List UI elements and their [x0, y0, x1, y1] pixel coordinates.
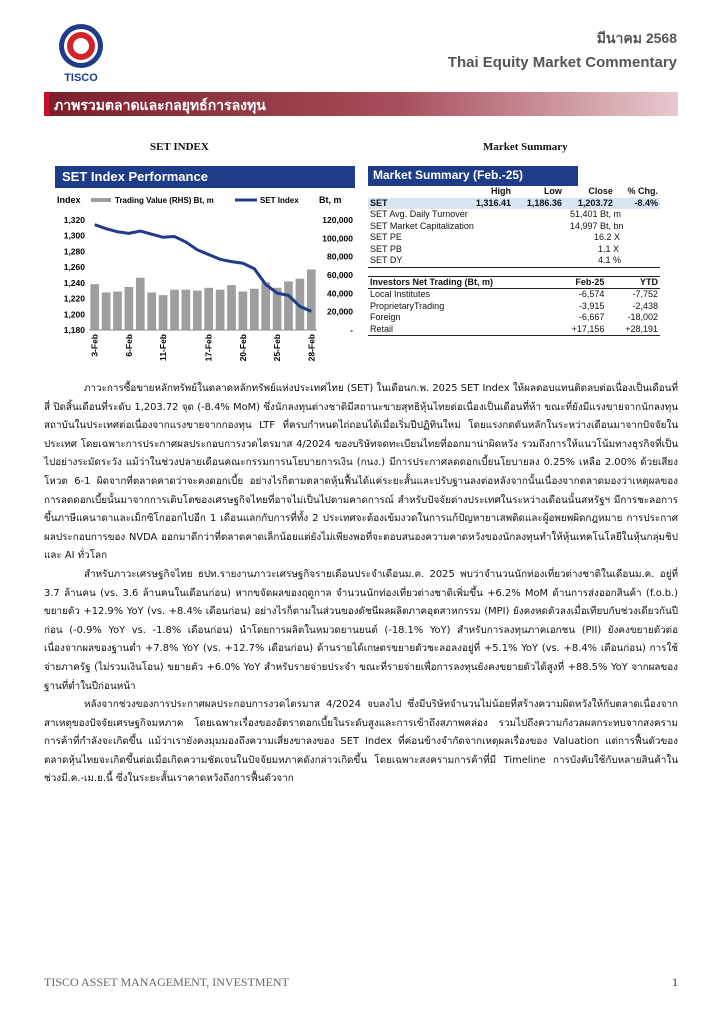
- left-tick-label: 1,260: [63, 262, 85, 273]
- set-index-chart: [55, 166, 355, 366]
- set-row: [368, 198, 660, 210]
- right-tick-label: 100,000: [322, 233, 353, 244]
- right-tick-label: 40,000: [327, 288, 353, 299]
- paragraph-outlook: หลังจากช่วงของการประกาศผลประกอบการงวดไตรมาส 4/2024 จบลงไป ซึ่งมีบริษัทจำนวนไม่น้อยที่สร้างความผิดหวังให้กับตลาดเนื่องจากสาเหตุของปัจจัยเศรษฐกิจมหภาค โดยเฉพาะเรื่องของอัตราดอกเบี้ยในระดับสูงและการเข้าถึงสภาพคล่อง รวมไปถึงความกังวลผลกระทบจากสงครามการค้าที่กำลังจะเกิดขึ้น แม้ว่าเรายังคงมุมมองถึงความเสี่ยงขาลงของ SET Index ที่ค่อนข้างจำกัดจากเหตุผลเรื่องของ Valuation แต่การฟื้นตัวของตลาดหุ้นไทยจะเกิดขึ้นต่อเมื่อเกิดความชัดเจนในปัจจัยมหภาคดังกล่าวเกิดขึ้น โดยเฉพาะสงครามการค้าที่มี Timeline การบังคับใช้กับหลายสินค้าในช่วงมี.ค.-เม.ย.นี้ ซึ่งในระยะสั้นเราคาดหวังถึงการฟื้นตัวจาก: [44, 699, 678, 785]
- report-title: Thai Equity Market Commentary: [447, 54, 677, 71]
- legend-line-label: SET Index: [260, 196, 299, 205]
- summary-header-cell: % Chg.: [627, 186, 658, 196]
- summary-row: [368, 255, 660, 267]
- chart-title: SET Index Performance: [62, 169, 208, 184]
- summary-caption: Market Summary: [483, 141, 568, 153]
- summary-value: 16.2 X: [593, 232, 620, 242]
- summary-header-row: [368, 186, 660, 198]
- trading-value-bar: [182, 290, 191, 330]
- page-number: 1: [672, 975, 678, 989]
- left-tick-label: 1,200: [63, 309, 85, 320]
- summary-row: [368, 244, 660, 256]
- investor-label: Foreign: [370, 312, 401, 322]
- paragraph-market: ภาวะการซื้อขายหลักทรัพย์ในตลาดหลักทรัพย์แห่งประเทศไทย (SET) ในเดือนก.พ. 2025 SET Index ให้ผลตอบแทนติดลบต่อเนื่องเป็นเดือนที่สี่ ปิดสิ้นเดือนที่ระดับ 1,203.72 จุด (-8.4% MoM) ซึ่งนักลงทุนต่างชาติมีสถานะขายสุทธิหุ้นไทยต่อเนื่องเป็นเดือนที่ห้า ขณะที่ยังมีแรงขายจากนักลงทุนสถาบันในประเทศต่อเนื่องจากแรงขายจากกองทุน LTF ที่ครบกำหนดไถ่ถอนได้เมื่อเริ่มปีปฏิทินใหม่ โดยแรงกดดันหลักในระหว่างเดือนมาจากปัจจัยในประเทศ โดยเฉพาะการประกาศผลประกอบการงวดไตรมาส 4/2024 ของบริษัทจดทะเบียนไทยที่ออกมาน่าผิดหวัง รวมถึงการให้แนวโน้มทางธุรกิจที่เป็นไปอย่างระมัดระวัง แม้ว่าในช่วงปลายเดือนคณะกรรมการนโยบายการเงิน (กนง.) มีการประกาศลดดอกเบี้ยนโยบายลง 0.25% เหลือ 2.00% ด้วยเสียงโหวต 6-1 ผิดจากที่ตลาดคาดว่าจะคงดอกเบี้ย อย่างไรก็ตามตลาดหุ้นฟื้นได้แค่ระยะสั้นและปรับฐานลงต่อหลังจากนั้นเนื่องจากตลาดมองว่าเหตุผลของการลดดอกเบี้ยนั้นมาจากการเติบโตของเศรษฐกิจไทยที่อาจไม่เป็นไปตามคาดการณ์ สำหรับปัจจัยต่างประเทศในระหว่างเดือนนั้นสหรัฐฯ มีการชะลอการขึ้นภาษีแคนาดาและเม็กซิโกออกไปอีก 1 เดือนแลกกับการที่ทั้ง 2 ประเทศจะต้องเข้มงวดในการแก้ปัญหายาเสพติดและผู้อพยพผิดกฎหมาย การประกาศผลประกอบการของ NVDA ออกมาดีกว่าที่ตลาดคาดเล็กน้อยแต่ยังไม่เพียงพอที่จะตอบสนองความคาดหวังของนักลงทุนทำให้หุ้นเทคโนโลยีในหุ้นกลุ่มชิปและ AI ทั่วโลก: [44, 383, 678, 562]
- legend-bar-label: Trading Value (RHS) Bt, m: [115, 196, 214, 205]
- summary-row: [368, 209, 660, 221]
- summary-header-cell: Low: [543, 186, 562, 196]
- set-change: -8.4%: [615, 198, 660, 210]
- investor-label: ProprietaryTrading: [370, 300, 445, 311]
- summary-label: SET Market Capitalization: [370, 220, 474, 231]
- commentary-body: [44, 380, 678, 789]
- trading-value-bar: [216, 290, 225, 330]
- paragraph-economy: สำหรับภาวะเศรษฐกิจไทย ธปท.รายงานภาวะเศรษฐกิจรายเดือนประจำเดือนม.ค. 2025 พบว่าจำนวนนักท่องเที่ยวต่างชาติในเดือนม.ค. อยู่ที่ 3.7 ล้านคน (vs. 3.6 ล้านคนในเดือนก่อน) หากขจัดผลของฤดูกาล จำนวนนักท่องเที่ยวต่างชาติเพิ่มขึ้น +6.2% MoM ด้านการส่งออกสินค้า (f.o.b.) ขยายตัว +12.9% YoY (vs. +8.4% เดือนก่อน) อย่างไรก็ตามในส่วนของดัชนีผลผลิตภาคอุตสาหกรรม (MPI) ยังคงหดตัวลงเมื่อเทียบกับช่วงเดียวกันปีก่อน (-0.9% YoY vs. -1.8% เดือนก่อน) นำโดยการผลิตในหมวดยานยนต์ (-18.1% YoY) สำหรับการลงทุนภาคเอกชน (PII) ยังคงขยายตัวต่อเนื่องจากผลของฐานต่ำ +7.8% YoY (vs. +12.7% เดือนก่อน) ด้านรายได้เกษตรขยายตัวชะลอลงอยู่ที่ +5.1% YoY (vs. +8.4% เดือนก่อน) การใช้จ่ายภาครัฐ (ไม่รวมเงินโอน) ขยายตัว +6.0% YoY สำหรับรายจ่ายประจำ ขณะที่รายจ่ายเพื่อการลงทุนยังคงขยายตัวได้สูงที่ +88.5% YoY จากผลของฐานที่ต่ำในปีก่อนหน้า: [44, 568, 678, 692]
- trading-value-bar: [307, 270, 316, 331]
- left-tick-label: 1,220: [63, 293, 85, 304]
- summary-header-cell: High: [490, 186, 511, 196]
- trading-value-bar: [261, 282, 270, 330]
- left-tick-label: 1,320: [63, 215, 85, 225]
- investor-month: -3,915: [578, 300, 605, 311]
- footer-company: TISCO ASSET MANAGEMENT, INVESTMENT: [44, 975, 289, 989]
- summary-value: 14,997 Bt, bn: [569, 220, 624, 231]
- investor-table: [368, 276, 660, 337]
- set-label: SET: [368, 198, 462, 210]
- chart-plot: [55, 188, 355, 366]
- investor-header-row: [368, 276, 660, 289]
- x-tick-label: 25-Feb: [272, 334, 283, 362]
- section-title-bar: [44, 92, 678, 116]
- x-tick-label: 28-Feb: [306, 334, 317, 362]
- right-tick-label: 120,000: [322, 215, 353, 225]
- right-tick-label: -: [350, 325, 353, 335]
- investor-ytd: -7,752: [632, 289, 658, 299]
- trading-value-bar: [136, 278, 145, 330]
- trading-value-bar: [193, 291, 202, 330]
- page-footer: [44, 975, 678, 990]
- x-tick-label: 11-Feb: [158, 334, 169, 361]
- investor-row: [368, 301, 660, 313]
- set-high: 1,316.41: [462, 198, 513, 210]
- x-tick-label: 20-Feb: [237, 334, 248, 362]
- investor-month: +17,156: [571, 323, 605, 334]
- market-summary-title: Market Summary (Feb.-25): [368, 166, 578, 186]
- trading-value-bar: [113, 292, 122, 331]
- set-close: 1,203.72: [564, 198, 615, 210]
- logo-text: TISCO: [64, 72, 98, 84]
- set-low: 1,186.36: [513, 198, 564, 210]
- investor-header-cell: Investors Net Trading (Bt, m): [368, 276, 553, 289]
- tisco-logo: [55, 22, 107, 84]
- trading-value-bar: [227, 285, 236, 330]
- investor-row: [368, 289, 660, 301]
- x-tick-label: 3-Feb: [89, 334, 100, 357]
- trading-value-bar: [250, 289, 259, 330]
- investor-label: Retail: [370, 323, 394, 334]
- investor-row: [368, 312, 660, 324]
- right-axis-label: Bt, m: [319, 195, 342, 205]
- investor-ytd: -2,438: [632, 300, 658, 311]
- trading-value-bar: [102, 292, 111, 330]
- trading-value-bar: [239, 292, 248, 331]
- summary-value: 1.1 X: [597, 243, 619, 254]
- trading-value-bar: [147, 292, 156, 330]
- trading-value-bar: [125, 287, 134, 330]
- chart-caption: SET INDEX: [150, 141, 209, 153]
- left-axis-label: Index: [57, 195, 81, 205]
- left-tick-label: 1,180: [63, 325, 85, 335]
- summary-row: [368, 221, 660, 233]
- summary-row: [368, 232, 660, 244]
- investor-row: [368, 324, 660, 336]
- report-header: [448, 28, 677, 71]
- section-title: ภาพรวมตลาดและกลยุทธ์การลงทุน: [54, 97, 266, 113]
- trading-value-bar: [284, 281, 293, 330]
- investor-header-cell: YTD: [606, 276, 660, 289]
- section-accent: [44, 92, 49, 116]
- summary-label: SET Avg. Daily Turnover: [370, 209, 468, 219]
- investor-ytd: -18,002: [627, 312, 658, 322]
- report-date: มีนาคม 2568: [596, 30, 677, 46]
- summary-value: 4.1 %: [597, 255, 621, 265]
- trading-value-bar: [159, 295, 168, 330]
- summary-header-cell: [368, 186, 462, 198]
- x-tick-label: 6-Feb: [123, 334, 134, 357]
- x-tick-label: 17-Feb: [203, 334, 214, 362]
- summary-value: 51,401 Bt, m: [569, 209, 621, 219]
- summary-header-cell: Close: [588, 186, 613, 196]
- trading-value-bar: [170, 290, 179, 330]
- trading-value-bar: [204, 288, 213, 330]
- summary-label: SET PB: [370, 243, 402, 254]
- investor-month: -6,574: [578, 289, 605, 299]
- right-tick-label: 20,000: [327, 306, 353, 317]
- investor-header-cell: Feb-25: [553, 276, 607, 289]
- investor-ytd: +28,191: [625, 323, 658, 334]
- market-summary-panel: [368, 166, 660, 336]
- trading-value-bar: [90, 284, 99, 330]
- investor-label: Local Institutes: [370, 289, 431, 299]
- right-tick-label: 60,000: [327, 270, 353, 280]
- chart-title-bar: [55, 166, 355, 188]
- summary-label: SET DY: [370, 255, 403, 265]
- left-tick-label: 1,300: [63, 230, 85, 241]
- left-tick-label: 1,240: [63, 277, 85, 288]
- right-tick-label: 80,000: [327, 251, 353, 262]
- summary-label: SET PE: [370, 232, 402, 242]
- market-summary-table: [368, 186, 660, 268]
- legend-bar-swatch: [91, 198, 111, 202]
- left-tick-label: 1,280: [63, 246, 85, 257]
- investor-month: -6,667: [578, 312, 605, 322]
